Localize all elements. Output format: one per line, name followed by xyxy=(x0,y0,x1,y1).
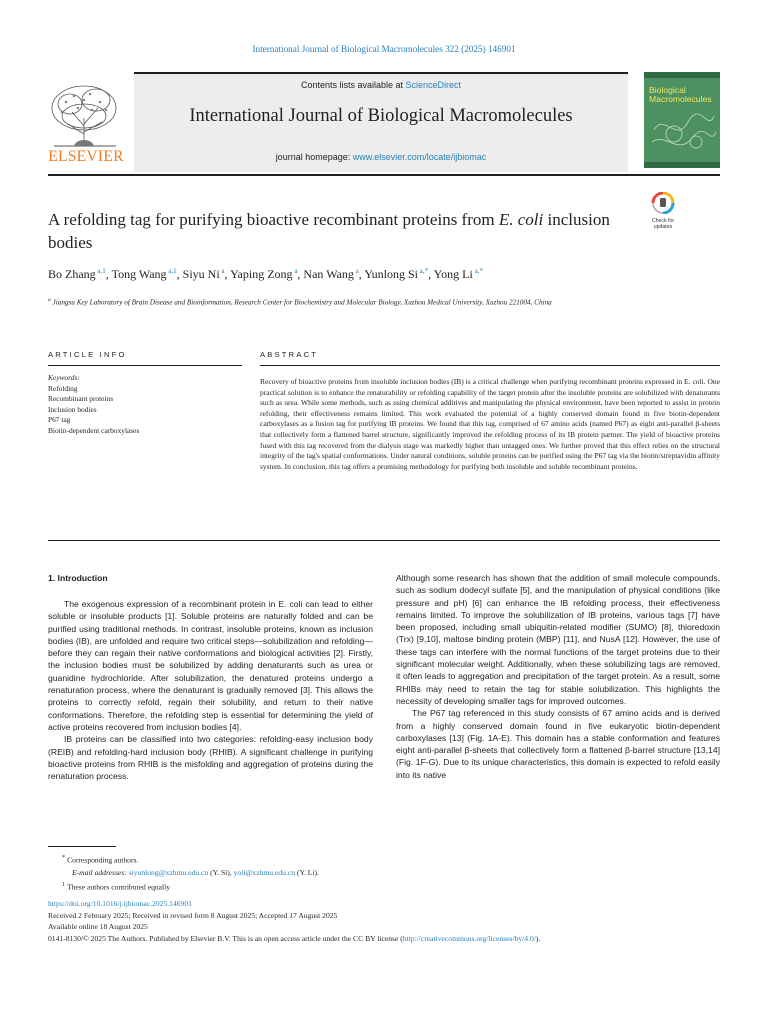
email-link-li[interactable]: yoli@xzhmu.edu.cn xyxy=(233,867,296,877)
journal-title: International Journal of Biological Macromolecules xyxy=(189,106,573,126)
title-italic: E. coli xyxy=(498,210,544,229)
check-updates-icon xyxy=(646,192,680,214)
author-name[interactable]: Siyu Ni xyxy=(182,267,220,281)
article-title xyxy=(48,208,628,254)
paragraph: IB proteins can be classified into two categories: refolding-easy inclusion body (REIB) and refolding-hard inclusion body (RHIB). A significant challenge in purifying bioactive proteins from RHIB is the misfolding and aggregation of proteins during the renaturation process. xyxy=(48,734,373,782)
email-owner: (Y. Si), xyxy=(208,867,234,877)
email-label: E-mail addresses: xyxy=(72,867,129,877)
author-name[interactable]: Nan Wang xyxy=(303,267,354,281)
publication-info xyxy=(48,898,738,944)
article-info-label: ARTICLE INFO xyxy=(48,350,127,359)
contents-prefix: Contents lists available at xyxy=(300,80,406,90)
paragraph: Although some research has shown that the addition of small molecule compounds, such as sodium dodecyl sulfate [5], and the manipulation of physical conditions (like pressure and pH) [6] can enhance the IB refolding process, their effectiveness remains limited. To improve the solubilization of IB proteins, various tags [7] have been proposed, including small ubiquitin-related modifier (SUMO) [8], thioredoxin (Trx) [9,10], maltose binding protein (MBP) [11], and NusA [12]. However, the use of these tags can interfere with the normal functions of the target proteins due to their significant molecular weight. Additionally, when these solubilizing tags are removed, it often leads to aggregation and precipitation of the target protein. As a result, some RHIBs may need to retain the tag for stable solubilization. This highlights the necessity of developing smaller tags for improved outcomes. xyxy=(396,573,720,706)
article-info-rule xyxy=(48,365,242,366)
footnote-corresponding xyxy=(48,852,548,867)
header-rule xyxy=(48,174,720,176)
author-affiliation-mark[interactable]: a,* xyxy=(418,267,429,275)
abstract-label: ABSTRACT xyxy=(260,350,319,359)
footnote-text: These authors contributed equally xyxy=(66,882,171,892)
keyword: P67 tag xyxy=(48,415,71,425)
body-column-left xyxy=(48,598,373,782)
journal-cover[interactable] xyxy=(644,72,720,168)
elsevier-wordmark: ELSEVIER xyxy=(48,148,124,165)
footnote-mark: 1 xyxy=(62,881,66,889)
homepage-line xyxy=(134,152,628,162)
affiliation-mark: a xyxy=(48,297,51,303)
check-for-updates-button[interactable] xyxy=(646,192,680,230)
license-text: 0141-8130/© 2025 The Authors. Published by Elsevier B.V. This is an open access article under the CC BY license ( xyxy=(48,933,403,943)
affiliation-text: Jiangsu Key Laboratory of Brain Disease and Bioinformation, Research Center for Biochemistry and Molecular Biology, Xuzhou Medical University, Xuzhou 221004, China xyxy=(52,298,552,307)
elsevier-logo xyxy=(44,78,128,166)
body-column-right xyxy=(396,572,720,781)
keyword: Recombinant proteins xyxy=(48,394,114,404)
check-updates-label-1: Check for xyxy=(651,218,675,224)
doi-link[interactable]: https://doi.org/10.1016/j.ijbiomac.2025.146901 xyxy=(48,899,192,908)
license-text-end: ). xyxy=(535,933,541,943)
author-affiliation-mark[interactable]: a,1 xyxy=(95,267,106,275)
homepage-prefix: journal homepage: xyxy=(275,152,353,162)
license-line xyxy=(48,933,738,945)
author-affiliation-mark[interactable]: a,* xyxy=(472,267,483,275)
paragraph: The P67 tag referenced in this study consists of 67 amino acids and is derived from a highly conserved domain found in five eukaryotic biotin-dependent carboxylases [13] (Fig. 1A-E). This domain has a stable conformation and features eight anti-parallel β-sheets that collectively form a flattened β-barrel structure [13,14] (Fig. 1F-G). Due to its unique characteristics, this domain is expected to refold easily into its native xyxy=(396,708,720,780)
author-name[interactable]: Yunlong Si xyxy=(364,267,418,281)
homepage-link[interactable]: www.elsevier.com/locate/ijbiomac xyxy=(352,152,487,162)
license-link[interactable]: http://creativecommons.org/licenses/by/4.0/ xyxy=(402,933,536,943)
author-name[interactable]: Bo Zhang xyxy=(48,267,96,281)
title-part-1: A refolding tag for purifying bioactive recombinant proteins from xyxy=(48,210,499,229)
keywords-label: Keywords: xyxy=(48,373,80,382)
author-name[interactable]: Yaping Zong xyxy=(230,267,293,281)
author-name[interactable]: Yong Li xyxy=(433,267,473,281)
footnote-equal xyxy=(48,879,548,894)
keyword: Biotin-dependent carboxylases xyxy=(48,425,140,435)
keywords-block xyxy=(48,373,242,437)
sciencedirect-link[interactable]: ScienceDirect xyxy=(405,80,462,90)
keyword: Refolding xyxy=(48,383,78,393)
cover-title-line2: Macromolecules xyxy=(649,94,712,104)
journal-citation[interactable]: International Journal of Biological Macromolecules 322 (2025) 146901 xyxy=(252,44,516,54)
author-affiliation-mark[interactable]: a,1 xyxy=(166,267,177,275)
keyword: Inclusion bodies xyxy=(48,404,97,414)
affiliation xyxy=(48,295,668,308)
email-owner: (Y. Li). xyxy=(295,867,319,877)
author-affiliation-mark[interactable]: a xyxy=(292,267,298,275)
abstract-bottom-rule xyxy=(48,540,720,541)
check-updates-label-2: updates xyxy=(653,223,673,230)
cover-art-icon xyxy=(644,72,720,168)
section-heading-introduction: 1. Introduction xyxy=(48,573,108,583)
footnote-rule xyxy=(48,846,116,847)
footnote-emails xyxy=(48,867,548,879)
abstract-text: Recovery of bioactive proteins from insoluble inclusion bodies (IB) is a critical challenge when purifying recombinant proteins expressed in E. coli. One practical solution is to enhance the renaturability or refolding capability of the target protein after the insoluble proteins are solubilized with denaturants such as urea. While some methods, such as using chemical additives and manipulating the physical environment, have been reported to assist in protein refolding, their effectiveness remains limited. This work evaluated the potential of a highly conserved domain found in five biotin-dependent carboxylases as a fusion tag for purifying IB proteins. We found that this tag, comprised of 67 amino acids (named P67) as eight anti-parallel β-sheets that collectively form a flattened barrel structure, significantly improved the refolding process of its IB protein partner. The yield of bioactive proteins fused with this tag recovered from the dialysis stage was markedly higher than untagged ones. We further proved that this effect relies on the structural integrity of the tag's spatial conformations. Under natural conditions, soluble proteins can be purified using the P67 tag via the biotin/streptavidin affinity system. In conclusion, this tag offers a promising methodology for purifying both insoluble and soluble recombinant proteins. xyxy=(260,377,720,471)
author-affiliation-mark[interactable]: a xyxy=(219,267,225,275)
email-link-si[interactable]: siyunlong@xzhmu.edu.cn xyxy=(128,867,209,877)
footnote-mark: * xyxy=(62,854,66,861)
title-part-2: inclusion bodies xyxy=(48,210,610,252)
contents-line xyxy=(134,80,628,90)
history-dates: Received 2 February 2025; Received in revised form 8 August 2025; Accepted 17 August 2025 xyxy=(48,910,338,920)
cover-title-line1: Biological xyxy=(649,85,686,95)
author-affiliation-mark[interactable]: a xyxy=(353,267,359,275)
footnotes xyxy=(48,852,548,894)
author-list: Bo Zhang $^{a,1}$, Tong Wang $^{a,1}$, Siyu Ni $^a$, Yaping Zong $^a$, Nan Wang $^a$, Yunlong Si $^{a,*}$, Yong Li $^{a,*}$ xyxy=(48,267,483,281)
online-date: Available online 18 August 2025 xyxy=(48,922,148,932)
abstract-rule xyxy=(260,365,720,366)
footnote-text: Corresponding authors. xyxy=(67,855,139,865)
paragraph: The exogenous expression of a recombinant protein in E. coli can lead to either soluble or insoluble products [1]. Soluble proteins are naturally folded and can be purified using traditional methods. In contrast, insoluble proteins, known as inclusion bodies (IB), are unfolded and require two critical steps—solubilization and refolding—before they can regain their native conformations and biological activities [2]. Firstly, the inclusion bodies must be solubilized by adding denaturants such as urea or guanidine hydrochloride. After solubilization, the denatured proteins undergo a renaturation process, where the denaturant is gradually removed [3]. This allows the proteins to correctly refold, regain their solubility, and return to their native conformations. Therefore, the refolding step is essential for determining the yield of active proteins recovered from inclusion bodies [4]. xyxy=(48,599,373,732)
author-name[interactable]: Tong Wang xyxy=(111,267,167,281)
